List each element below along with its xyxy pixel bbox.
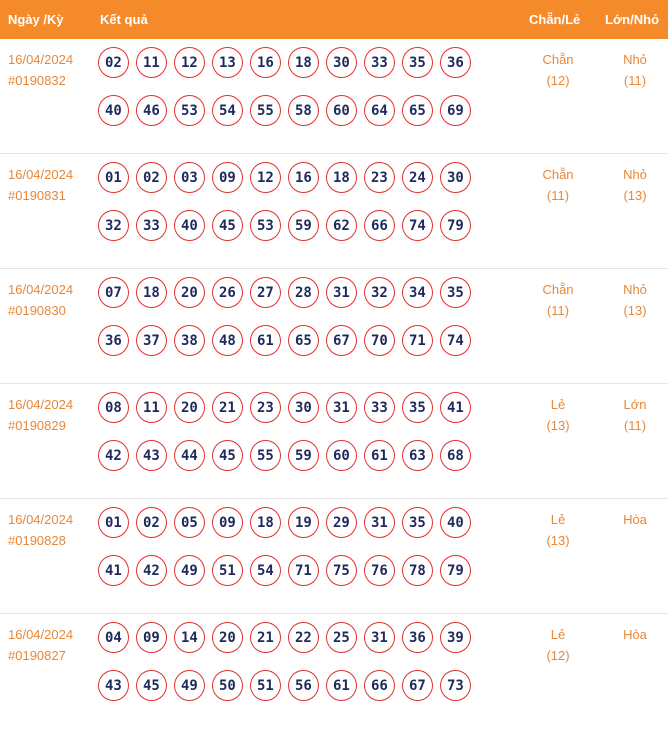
numbers-row-1 (98, 392, 478, 440)
number-ball: 37 (136, 325, 167, 356)
number-ball: 44 (174, 440, 205, 471)
number-ball: 18 (250, 507, 281, 538)
number-ball: 40 (440, 507, 471, 538)
header-date-period: Ngày /Kỳ (8, 12, 64, 27)
numbers-row-2 (98, 325, 478, 373)
number-ball: 61 (364, 440, 395, 471)
number-ball: 74 (440, 325, 471, 356)
number-ball: 76 (364, 555, 395, 586)
draw-date: 16/04/2024 (8, 282, 74, 297)
draw-date-cell (8, 164, 73, 206)
number-ball: 78 (402, 555, 433, 586)
number-ball: 12 (174, 47, 205, 78)
number-ball: 25 (326, 622, 357, 653)
numbers-row-2 (98, 95, 478, 143)
number-ball: 50 (212, 670, 243, 701)
draw-date-cell (8, 394, 73, 436)
header-even-odd: Chẵn/Lẻ (529, 12, 581, 27)
number-ball: 79 (440, 210, 471, 241)
number-ball: 75 (326, 555, 357, 586)
number-ball: 60 (326, 440, 357, 471)
big-small-cell (600, 279, 668, 321)
results-table-header (0, 0, 668, 39)
numbers-row-2 (98, 210, 478, 258)
number-ball: 66 (364, 670, 395, 701)
big-small-result: Lớn (623, 397, 647, 412)
number-ball: 13 (212, 47, 243, 78)
even-odd-count: (11) (546, 188, 570, 203)
number-ball: 60 (326, 95, 357, 126)
number-ball: 21 (212, 392, 243, 423)
number-ball: 41 (98, 555, 129, 586)
draw-date: 16/04/2024 (8, 52, 74, 67)
number-ball: 26 (212, 277, 243, 308)
draw-row (0, 269, 668, 384)
number-ball: 36 (98, 325, 129, 356)
number-ball: 08 (98, 392, 129, 423)
number-ball: 23 (364, 162, 395, 193)
number-ball: 01 (98, 162, 129, 193)
numbers-row-2 (98, 555, 478, 603)
number-ball: 18 (326, 162, 357, 193)
number-ball: 32 (364, 277, 395, 308)
even-odd-cell (523, 279, 593, 321)
draw-numbers (98, 392, 478, 488)
numbers-row-1 (98, 162, 478, 210)
numbers-row-1 (98, 277, 478, 325)
draw-period-id[interactable]: #0190831 (8, 188, 66, 203)
number-ball: 02 (136, 162, 167, 193)
number-ball: 65 (288, 325, 319, 356)
number-ball: 45 (136, 670, 167, 701)
number-ball: 71 (402, 325, 433, 356)
draw-date-cell (8, 49, 73, 91)
draw-row (0, 154, 668, 269)
number-ball: 33 (364, 392, 395, 423)
numbers-row-2 (98, 440, 478, 488)
number-ball: 42 (98, 440, 129, 471)
number-ball: 19 (288, 507, 319, 538)
number-ball: 53 (250, 210, 281, 241)
number-ball: 64 (364, 95, 395, 126)
number-ball: 54 (250, 555, 281, 586)
number-ball: 61 (326, 670, 357, 701)
number-ball: 56 (288, 670, 319, 701)
even-odd-result: Lẻ (550, 627, 566, 642)
number-ball: 02 (136, 507, 167, 538)
number-ball: 20 (174, 392, 205, 423)
number-ball: 09 (136, 622, 167, 653)
number-ball: 03 (174, 162, 205, 193)
number-ball: 40 (174, 210, 205, 241)
even-odd-cell (523, 509, 593, 551)
draw-period-id[interactable]: #0190830 (8, 303, 66, 318)
draw-date: 16/04/2024 (8, 167, 74, 182)
number-ball: 58 (288, 95, 319, 126)
number-ball: 61 (250, 325, 281, 356)
big-small-count: (11) (623, 73, 647, 88)
even-odd-result: Lẻ (550, 397, 566, 412)
number-ball: 38 (174, 325, 205, 356)
number-ball: 49 (174, 670, 205, 701)
number-ball: 49 (174, 555, 205, 586)
number-ball: 43 (98, 670, 129, 701)
number-ball: 43 (136, 440, 167, 471)
even-odd-cell (523, 624, 593, 666)
number-ball: 33 (136, 210, 167, 241)
number-ball: 79 (440, 555, 471, 586)
number-ball: 45 (212, 440, 243, 471)
results-table-body (0, 39, 668, 729)
number-ball: 45 (212, 210, 243, 241)
even-odd-count: (12) (546, 73, 570, 88)
number-ball: 36 (402, 622, 433, 653)
number-ball: 18 (288, 47, 319, 78)
draw-period-id[interactable]: #0190828 (8, 533, 66, 548)
number-ball: 35 (402, 392, 433, 423)
number-ball: 55 (250, 440, 281, 471)
draw-numbers (98, 622, 478, 718)
big-small-cell (600, 164, 668, 206)
number-ball: 22 (288, 622, 319, 653)
number-ball: 62 (326, 210, 357, 241)
number-ball: 36 (440, 47, 471, 78)
even-odd-result: Chẵn (542, 52, 574, 67)
even-odd-result: Chẵn (542, 282, 574, 297)
number-ball: 27 (250, 277, 281, 308)
number-ball: 55 (250, 95, 281, 126)
draw-period-id[interactable]: #0190832 (8, 73, 66, 88)
draw-period-id[interactable]: #0190829 (8, 418, 66, 433)
number-ball: 02 (98, 47, 129, 78)
number-ball: 30 (326, 47, 357, 78)
draw-numbers (98, 162, 478, 258)
big-small-cell (600, 509, 668, 530)
number-ball: 67 (326, 325, 357, 356)
even-odd-cell (523, 164, 593, 206)
even-odd-cell (523, 49, 593, 91)
number-ball: 48 (212, 325, 243, 356)
number-ball: 51 (212, 555, 243, 586)
number-ball: 01 (98, 507, 129, 538)
draw-row (0, 39, 668, 154)
even-odd-cell (523, 394, 593, 436)
number-ball: 09 (212, 162, 243, 193)
numbers-row-1 (98, 47, 478, 95)
draw-numbers (98, 277, 478, 373)
draw-date-cell (8, 624, 73, 666)
number-ball: 41 (440, 392, 471, 423)
number-ball: 67 (402, 670, 433, 701)
draw-period-id[interactable]: #0190827 (8, 648, 66, 663)
big-small-result: Hòa (623, 512, 647, 527)
number-ball: 23 (250, 392, 281, 423)
even-odd-result: Chẵn (542, 167, 574, 182)
number-ball: 11 (136, 47, 167, 78)
number-ball: 71 (288, 555, 319, 586)
number-ball: 30 (440, 162, 471, 193)
numbers-row-2 (98, 670, 478, 718)
number-ball: 32 (98, 210, 129, 241)
number-ball: 74 (402, 210, 433, 241)
number-ball: 35 (402, 47, 433, 78)
draw-date-cell (8, 279, 73, 321)
draw-date-cell (8, 509, 73, 551)
number-ball: 14 (174, 622, 205, 653)
big-small-count: (13) (623, 188, 647, 203)
draw-numbers (98, 507, 478, 603)
even-odd-count: (12) (546, 648, 570, 663)
number-ball: 33 (364, 47, 395, 78)
number-ball: 20 (174, 277, 205, 308)
big-small-cell (600, 624, 668, 645)
number-ball: 59 (288, 210, 319, 241)
number-ball: 70 (364, 325, 395, 356)
number-ball: 24 (402, 162, 433, 193)
header-result: Kết quả (100, 12, 148, 27)
even-odd-result: Lẻ (550, 512, 566, 527)
number-ball: 68 (440, 440, 471, 471)
big-small-count: (11) (623, 418, 647, 433)
number-ball: 66 (364, 210, 395, 241)
draw-numbers (98, 47, 478, 143)
number-ball: 42 (136, 555, 167, 586)
draw-date: 16/04/2024 (8, 627, 74, 642)
number-ball: 28 (288, 277, 319, 308)
draw-row (0, 614, 668, 729)
number-ball: 63 (402, 440, 433, 471)
number-ball: 30 (288, 392, 319, 423)
even-odd-count: (13) (546, 418, 570, 433)
big-small-count: (13) (623, 303, 647, 318)
number-ball: 34 (402, 277, 433, 308)
number-ball: 51 (250, 670, 281, 701)
big-small-result: Hòa (623, 627, 647, 642)
number-ball: 31 (326, 277, 357, 308)
number-ball: 35 (402, 507, 433, 538)
number-ball: 35 (440, 277, 471, 308)
big-small-result: Nhỏ (623, 52, 647, 67)
big-small-result: Nhỏ (623, 167, 647, 182)
number-ball: 31 (364, 507, 395, 538)
number-ball: 21 (250, 622, 281, 653)
big-small-cell (600, 394, 668, 436)
big-small-result: Nhỏ (623, 282, 647, 297)
draw-date: 16/04/2024 (8, 397, 74, 412)
even-odd-count: (11) (546, 303, 570, 318)
number-ball: 59 (288, 440, 319, 471)
number-ball: 04 (98, 622, 129, 653)
number-ball: 09 (212, 507, 243, 538)
draw-row (0, 384, 668, 499)
header-big-small: Lớn/Nhỏ (605, 12, 660, 27)
number-ball: 05 (174, 507, 205, 538)
number-ball: 54 (212, 95, 243, 126)
number-ball: 18 (136, 277, 167, 308)
big-small-cell (600, 49, 668, 91)
numbers-row-1 (98, 622, 478, 670)
number-ball: 31 (364, 622, 395, 653)
number-ball: 20 (212, 622, 243, 653)
number-ball: 11 (136, 392, 167, 423)
number-ball: 16 (288, 162, 319, 193)
number-ball: 69 (440, 95, 471, 126)
draw-row (0, 499, 668, 614)
number-ball: 53 (174, 95, 205, 126)
number-ball: 46 (136, 95, 167, 126)
numbers-row-1 (98, 507, 478, 555)
number-ball: 39 (440, 622, 471, 653)
number-ball: 12 (250, 162, 281, 193)
number-ball: 29 (326, 507, 357, 538)
number-ball: 07 (98, 277, 129, 308)
draw-date: 16/04/2024 (8, 512, 74, 527)
number-ball: 31 (326, 392, 357, 423)
number-ball: 16 (250, 47, 281, 78)
number-ball: 40 (98, 95, 129, 126)
number-ball: 73 (440, 670, 471, 701)
even-odd-count: (13) (546, 533, 570, 548)
number-ball: 65 (402, 95, 433, 126)
